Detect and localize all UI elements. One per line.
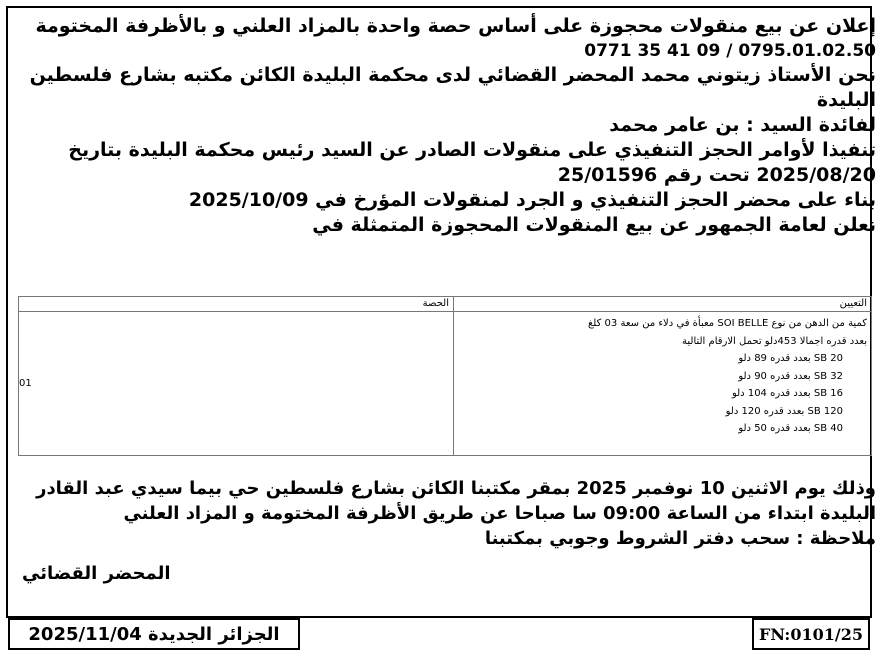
items-table [18, 296, 872, 456]
reference-box: FN:0101/25 [752, 618, 870, 650]
notice-title: إعلان عن بيع منقولات محجوزة على أساس حصة واحدة بالمزاد العلني و بالأظرفة المختومة [35, 15, 876, 37]
sale-line-2: البليدة ابتداء من الساعة 09:00 سا صباحا عن طريق الأظرفة المختومة و المزاد العلني [123, 503, 876, 524]
lot-value: 01 [19, 378, 32, 389]
designation-line: SB 16 بعدد قدره 104 دلو [731, 388, 843, 399]
designation-cell [453, 312, 871, 455]
lot-cell [19, 312, 453, 455]
beneficiary-line: لفائدة السيد : بن عامر محمد [609, 114, 876, 136]
note-line: ملاحظة : سحب دفتر الشروط وجوبي بمكتبنا [484, 528, 876, 549]
designation-line: SB 120 بعدد قدره 120 دلو [725, 405, 843, 417]
based-on-line: بناء على محضر الحجز التنفيذي و الجرد لمنقولات المؤرخ في 2025/10/09 [188, 189, 876, 211]
designation-line: بعدد قدره اجمالا 453دلو تحمل الارقام التالية [682, 335, 867, 347]
phone-numbers: 0771 35 41 09 / 0795.01.02.50 [584, 41, 876, 61]
signature: المحضر القضائي [22, 563, 171, 584]
intro-line-2: البليدة [816, 89, 876, 111]
announce-line: نعلن لعامة الجمهور عن بيع المنقولات المحجوزة المتمثلة في [312, 214, 876, 236]
header-designation: التعيين [453, 297, 871, 311]
publication-box: الجزائر الجديدة 2025/11/04 [8, 618, 300, 650]
designation-line: SB 40 بعدد قدره 50 دلو [738, 423, 843, 434]
designation-line: SB 20 بعدد قدره 89 دلو [738, 353, 843, 364]
sale-details [14, 476, 876, 551]
table-header-row [19, 297, 871, 312]
header-lot: الحصة [422, 298, 449, 309]
designation-line: SB 32 بعدد قدره 90 دلو [738, 370, 843, 382]
execution-line-2: 2025/08/20 تحت رقم 25/01596 [557, 164, 876, 186]
sale-line-1: وذلك يوم الاثنين 10 نوفمبر 2025 بمقر مكتبنا الكائن بشارع فلسطين حي بيما سيدي عبد القادر [36, 478, 876, 499]
execution-line-1: تنفيذا لأوامر الحجز التنفيذي على منقولات الصادر عن السيد رئيس محكمة البليدة بتاريخ [68, 139, 876, 161]
table-row [19, 312, 871, 455]
designation-line: كمية من الدهن من نوع SOI BELLE معبأة في دلاء من سعة 03 كلغ [587, 318, 867, 329]
intro-line-1: نحن الأستاذ زيتوني محمد المحضر القضائي لدى محكمة البليدة الكائن مكتبه بشارع فلسطين [29, 64, 876, 86]
notice-header [14, 14, 876, 238]
